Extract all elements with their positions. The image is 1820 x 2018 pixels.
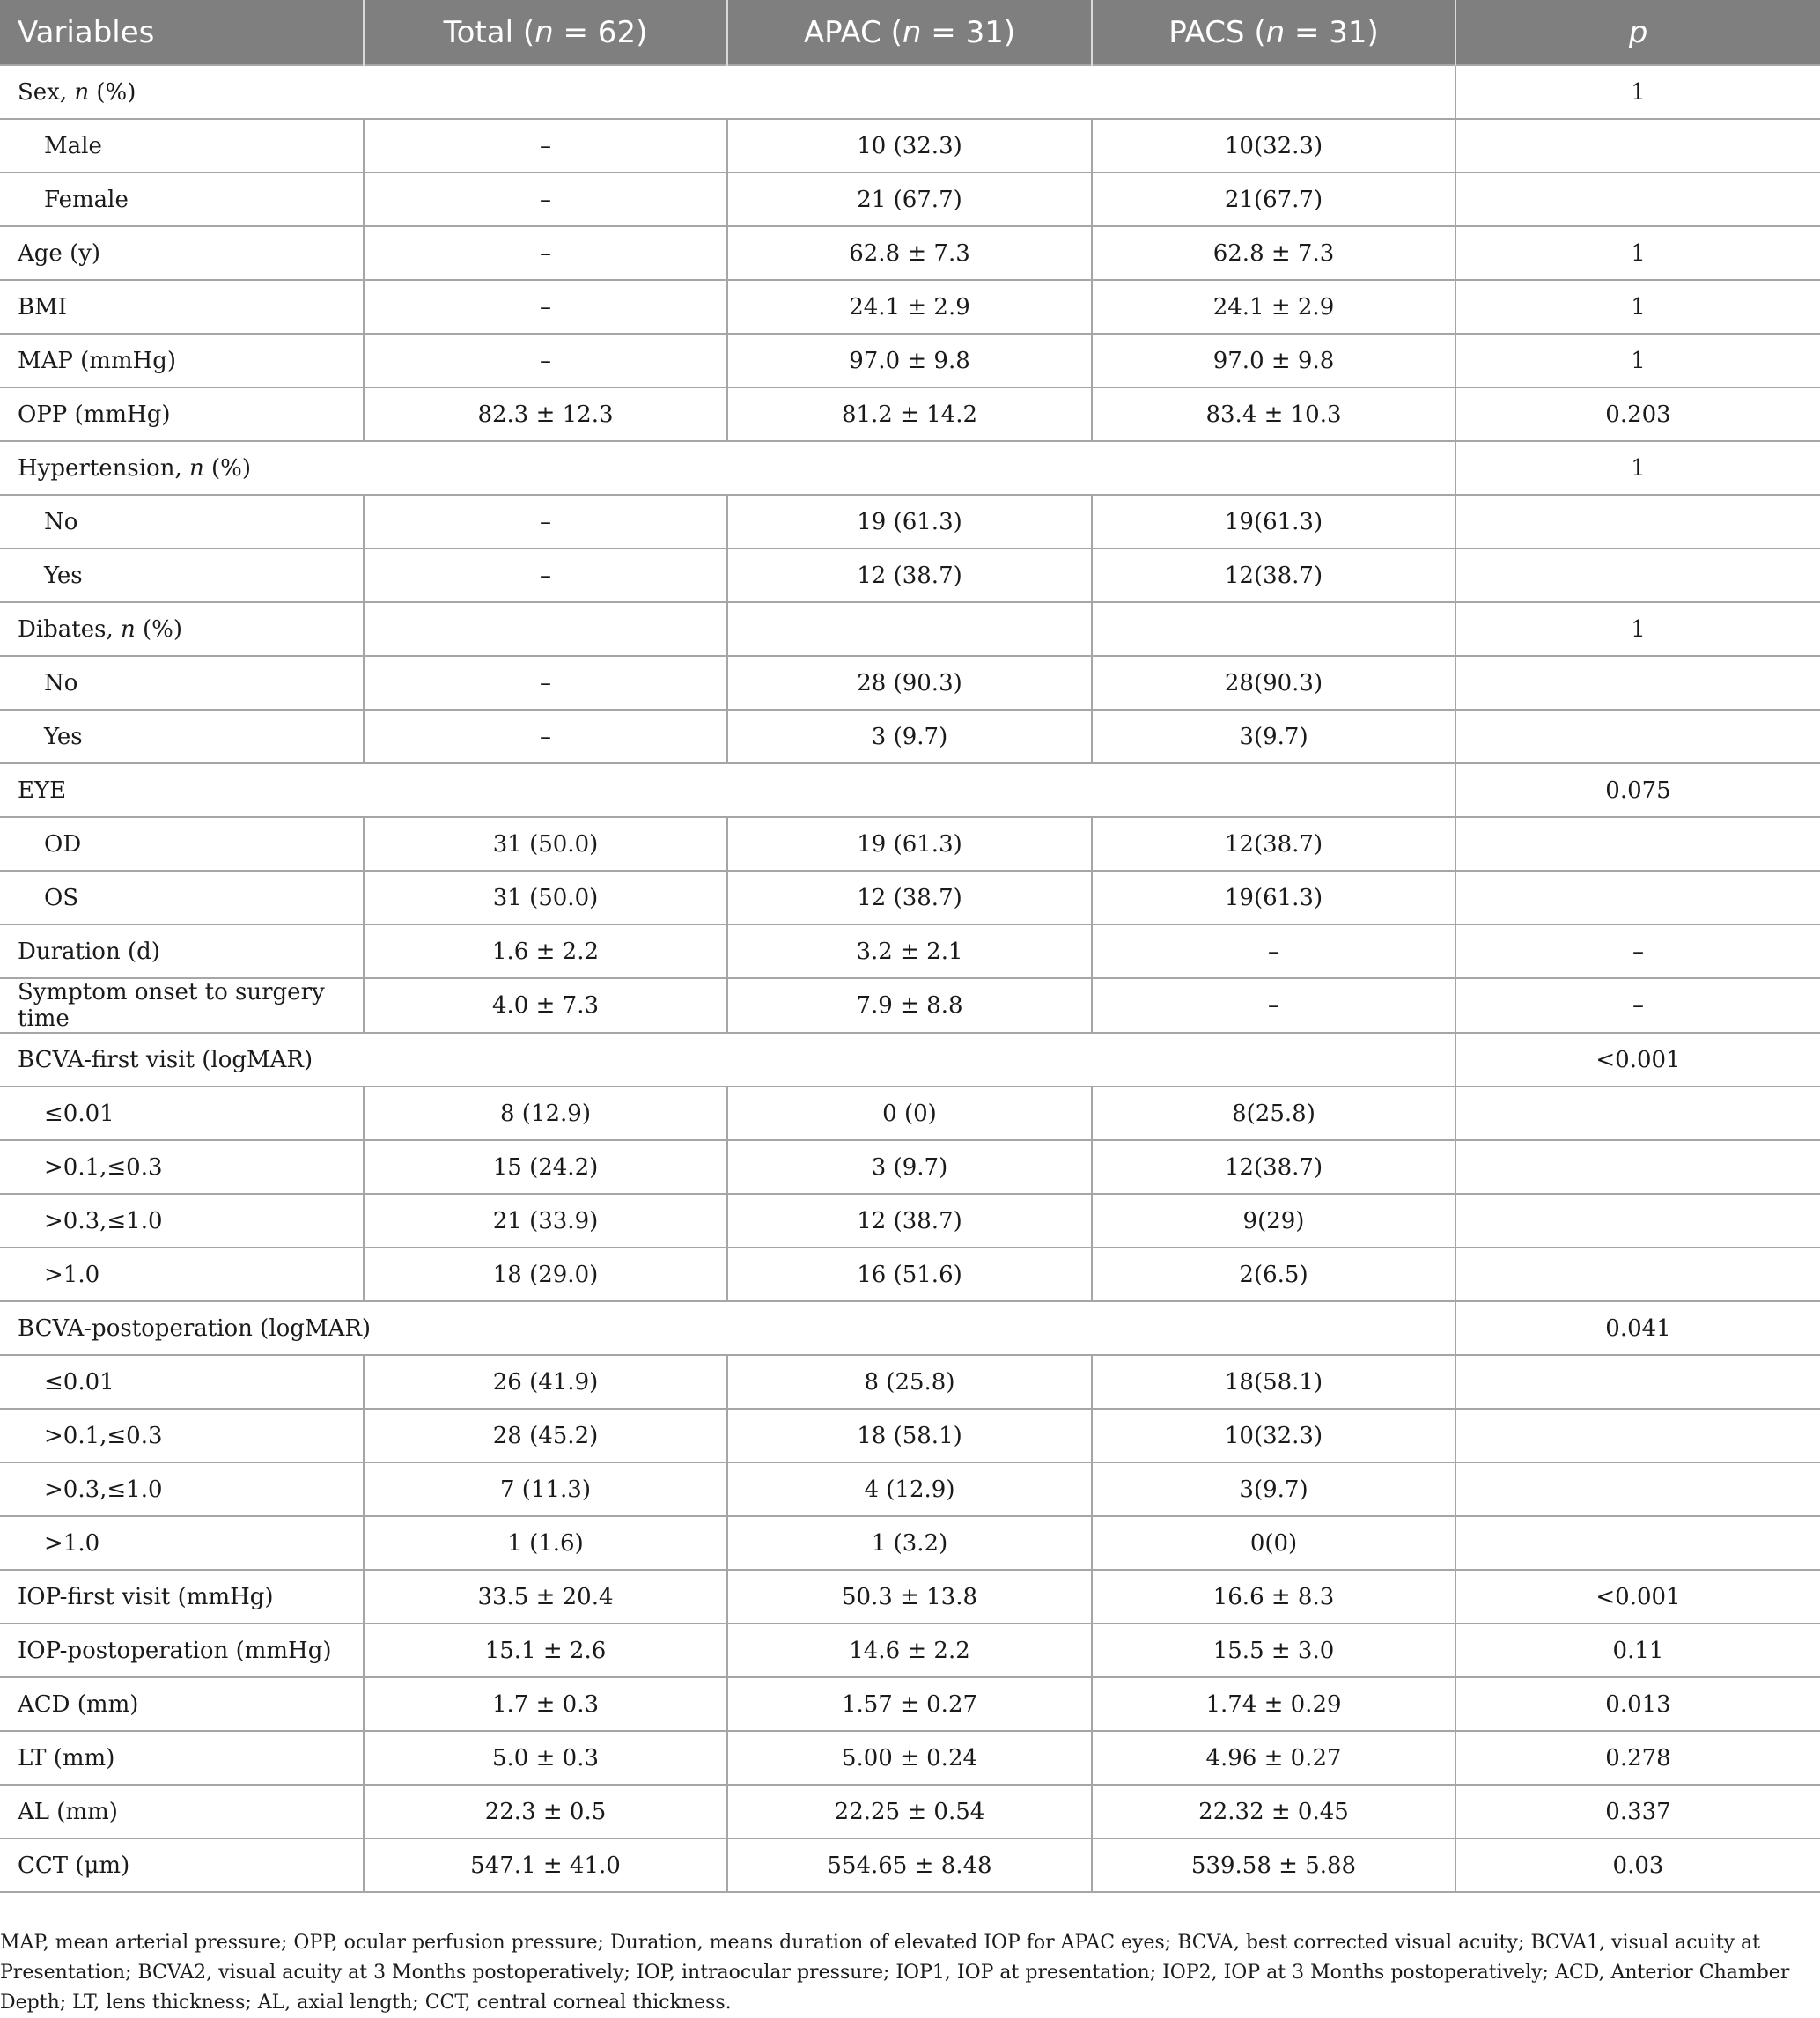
cell-total: – — [364, 226, 727, 280]
cell-label: Male — [0, 119, 364, 173]
cell-pacs: 539.58 ± 5.88 — [1092, 1838, 1455, 1892]
row-cct — [0, 1838, 1820, 1892]
cell-p: 1 — [1455, 441, 1820, 495]
cell-total: 22.3 ± 0.5 — [364, 1785, 727, 1838]
cell-total: 5.0 ± 0.3 — [364, 1731, 727, 1785]
row-duration — [0, 924, 1820, 978]
cell-pacs: 9(29) — [1092, 1194, 1455, 1248]
cell-apac: 24.1 ± 2.9 — [727, 280, 1092, 334]
cell-p: 0.11 — [1455, 1624, 1820, 1677]
cell-total: – — [364, 173, 727, 226]
cell-label: ≤0.01 — [0, 1355, 364, 1409]
cell-p: 0.03 — [1455, 1838, 1820, 1892]
cell-pacs: 4.96 ± 0.27 — [1092, 1731, 1455, 1785]
cell-total: – — [364, 119, 727, 173]
cell-p — [1455, 1086, 1820, 1140]
label-part: (%) — [135, 615, 183, 643]
cell-apac: 19 (61.3) — [727, 817, 1092, 871]
row-bcva-first — [0, 1033, 1820, 1086]
cell-total: 33.5 ± 20.4 — [364, 1570, 727, 1624]
cell-apac: 50.3 ± 13.8 — [727, 1570, 1092, 1624]
cell-pacs: 10(32.3) — [1092, 1409, 1455, 1462]
cell-p — [1455, 1248, 1820, 1301]
cell-p: 1 — [1455, 226, 1820, 280]
cell-label: No — [0, 495, 364, 549]
header-apac-suffix: = 31) — [921, 14, 1016, 50]
cell-pacs: 19(61.3) — [1092, 495, 1455, 549]
header-p-label: p — [1628, 14, 1648, 50]
label-n: n — [189, 454, 204, 482]
cell-p — [1455, 549, 1820, 602]
cell-total: – — [364, 710, 727, 763]
cell-label: >0.3,≤1.0 — [0, 1194, 364, 1248]
cell-label — [0, 65, 1455, 119]
label-part: Hypertension, — [18, 454, 189, 482]
cell-label: Symptom onset to surgery time — [0, 978, 364, 1033]
cell-total: 28 (45.2) — [364, 1409, 727, 1462]
cell-pacs: 21(67.7) — [1092, 173, 1455, 226]
cell-apac: 14.6 ± 2.2 — [727, 1624, 1092, 1677]
cell-label: Duration (d) — [0, 924, 364, 978]
row-os — [0, 871, 1820, 924]
row-bmi — [0, 280, 1820, 334]
row-iop-post — [0, 1624, 1820, 1677]
row-age — [0, 226, 1820, 280]
cell-apac: 0 (0) — [727, 1086, 1092, 1140]
cell-p — [1455, 1140, 1820, 1194]
label-part: (%) — [203, 454, 252, 482]
header-apac — [727, 0, 1092, 65]
cell-label: >0.1,≤0.3 — [0, 1140, 364, 1194]
row-hypertension — [0, 441, 1820, 495]
cell-pacs: 15.5 ± 3.0 — [1092, 1624, 1455, 1677]
cell-pacs: 16.6 ± 8.3 — [1092, 1570, 1455, 1624]
cell-total: 31 (50.0) — [364, 817, 727, 871]
row-bcva-post — [0, 1301, 1820, 1355]
cell-apac: 5.00 ± 0.24 — [727, 1731, 1092, 1785]
cell-apac: 22.25 ± 0.54 — [727, 1785, 1092, 1838]
cell-total: 26 (41.9) — [364, 1355, 727, 1409]
cell-label — [0, 602, 364, 656]
cell-apac: 19 (61.3) — [727, 495, 1092, 549]
cell-total: 1.7 ± 0.3 — [364, 1677, 727, 1731]
cell-p: 1 — [1455, 334, 1820, 387]
cell-total: 18 (29.0) — [364, 1248, 727, 1301]
cell-apac: 1 (3.2) — [727, 1516, 1092, 1570]
label-part: Sex, — [18, 78, 75, 106]
cell-label: >1.0 — [0, 1516, 364, 1570]
header-pacs — [1092, 0, 1455, 65]
row-iop-first — [0, 1570, 1820, 1624]
cell-total: – — [364, 549, 727, 602]
cell-label: ≤0.01 — [0, 1086, 364, 1140]
cell-total: 15.1 ± 2.6 — [364, 1624, 727, 1677]
cell-total: 1.6 ± 2.2 — [364, 924, 727, 978]
cell-label: BCVA-postoperation (logMAR) — [0, 1301, 1455, 1355]
cell-pacs: 8(25.8) — [1092, 1086, 1455, 1140]
cell-p — [1455, 1516, 1820, 1570]
cell-label: MAP (mmHg) — [0, 334, 364, 387]
row-lt — [0, 1731, 1820, 1785]
cell-label: AL (mm) — [0, 1785, 364, 1838]
row-onset — [0, 978, 1820, 1033]
cell-pacs: 22.32 ± 0.45 — [1092, 1785, 1455, 1838]
cell-total: – — [364, 495, 727, 549]
header-pacs-suffix: = 31) — [1285, 14, 1379, 50]
row-bcva-post-1 — [0, 1355, 1820, 1409]
row-bcva-post-2 — [0, 1409, 1820, 1462]
row-hypertension-yes — [0, 549, 1820, 602]
cell-pacs: 83.4 ± 10.3 — [1092, 387, 1455, 441]
cell-apac: 3 (9.7) — [727, 1140, 1092, 1194]
cell-total: 21 (33.9) — [364, 1194, 727, 1248]
cell-label: >1.0 — [0, 1248, 364, 1301]
cell-apac: 28 (90.3) — [727, 656, 1092, 710]
cell-apac: 12 (38.7) — [727, 1194, 1092, 1248]
cell-pacs: 18(58.1) — [1092, 1355, 1455, 1409]
cell-p — [1455, 495, 1820, 549]
cell-apac: 1.57 ± 0.27 — [727, 1677, 1092, 1731]
cell-p: 1 — [1455, 602, 1820, 656]
cell-total: 547.1 ± 41.0 — [364, 1838, 727, 1892]
cell-total: 1 (1.6) — [364, 1516, 727, 1570]
cell-apac: 8 (25.8) — [727, 1355, 1092, 1409]
row-eye — [0, 763, 1820, 817]
cell-label: OPP (mmHg) — [0, 387, 364, 441]
cell-label: Age (y) — [0, 226, 364, 280]
row-bcva-post-4 — [0, 1516, 1820, 1570]
cell-label: CCT (μm) — [0, 1838, 364, 1892]
cell-total: 7 (11.3) — [364, 1462, 727, 1516]
cell-pacs: 12(38.7) — [1092, 549, 1455, 602]
cell-apac: 3 (9.7) — [727, 710, 1092, 763]
cell-p — [1455, 1194, 1820, 1248]
row-bcva-first-4 — [0, 1248, 1820, 1301]
row-al — [0, 1785, 1820, 1838]
cell-total: 31 (50.0) — [364, 871, 727, 924]
cell-label: No — [0, 656, 364, 710]
row-bcva-first-3 — [0, 1194, 1820, 1248]
cell-p — [1455, 817, 1820, 871]
cell-apac: 16 (51.6) — [727, 1248, 1092, 1301]
cell-apac: 10 (32.3) — [727, 119, 1092, 173]
header-total-n: n — [534, 14, 554, 50]
cell-total: 15 (24.2) — [364, 1140, 727, 1194]
row-map — [0, 334, 1820, 387]
row-acd — [0, 1677, 1820, 1731]
row-male — [0, 119, 1820, 173]
cell-label: Yes — [0, 710, 364, 763]
cell-p — [1455, 119, 1820, 173]
cell-label: BCVA-first visit (logMAR) — [0, 1033, 1455, 1086]
cell-p — [1455, 1462, 1820, 1516]
cell-label: IOP-first visit (mmHg) — [0, 1570, 364, 1624]
cell-apac: 554.65 ± 8.48 — [727, 1838, 1092, 1892]
cell-apac: 12 (38.7) — [727, 871, 1092, 924]
header-total — [364, 0, 727, 65]
cell-label: ACD (mm) — [0, 1677, 364, 1731]
cell-pacs: 2(6.5) — [1092, 1248, 1455, 1301]
cell-pacs: 97.0 ± 9.8 — [1092, 334, 1455, 387]
cell-p: – — [1455, 978, 1820, 1033]
cell-p: – — [1455, 924, 1820, 978]
table-footnote: MAP, mean arterial pressure; OPP, ocular perfusion pressure; Duration, means duration of elevated IOP for APAC eyes; BCVA, best corrected visual acuity; BCVA1, visual acuity at Presentation; BCVA2, visual acuity at 3 Months postoperatively; IOP, intraocular pressure; IOP1, IOP at presentation; IOP2, IOP at 3 Months postoperatively; ACD, Anterior Chamber Depth; LT, lens thickness; AL, axial length; CCT, central corneal thickness. — [0, 1932, 1790, 2014]
cell-pacs: 0(0) — [1092, 1516, 1455, 1570]
header-apac-n: n — [902, 14, 922, 50]
cell-label: >0.3,≤1.0 — [0, 1462, 364, 1516]
cell-apac: 4 (12.9) — [727, 1462, 1092, 1516]
cell-p — [1455, 173, 1820, 226]
header-total-suffix: = 62) — [553, 14, 648, 50]
cell-pacs: – — [1092, 924, 1455, 978]
cell-total: 4.0 ± 7.3 — [364, 978, 727, 1033]
cell-p — [1455, 710, 1820, 763]
cell-label: Yes — [0, 549, 364, 602]
cell-total: – — [364, 334, 727, 387]
cell-p: 0.041 — [1455, 1301, 1820, 1355]
table-header-row — [0, 0, 1820, 65]
cell-pacs: 12(38.7) — [1092, 1140, 1455, 1194]
row-bcva-first-2 — [0, 1140, 1820, 1194]
cell-total: – — [364, 656, 727, 710]
cell-p: 0.278 — [1455, 1731, 1820, 1785]
cell-pacs: 62.8 ± 7.3 — [1092, 226, 1455, 280]
cell-apac: 21 (67.7) — [727, 173, 1092, 226]
cell-pacs: 1.74 ± 0.29 — [1092, 1677, 1455, 1731]
cell-apac: 3.2 ± 2.1 — [727, 924, 1092, 978]
cell-apac: 81.2 ± 14.2 — [727, 387, 1092, 441]
row-dibates — [0, 602, 1820, 656]
label-part: Dibates, — [18, 615, 122, 643]
cell-pacs: – — [1092, 978, 1455, 1033]
label-n: n — [74, 78, 90, 106]
row-hypertension-no — [0, 495, 1820, 549]
row-opp — [0, 387, 1820, 441]
cell-total: 8 (12.9) — [364, 1086, 727, 1140]
row-bcva-first-1 — [0, 1086, 1820, 1140]
cell-total: 82.3 ± 12.3 — [364, 387, 727, 441]
row-bcva-post-3 — [0, 1462, 1820, 1516]
cell-p: 1 — [1455, 65, 1820, 119]
cell-p: 0.013 — [1455, 1677, 1820, 1731]
cell-label: IOP-postoperation (mmHg) — [0, 1624, 364, 1677]
cell-p: <0.001 — [1455, 1570, 1820, 1624]
header-p — [1455, 0, 1820, 65]
cell-apac: 97.0 ± 9.8 — [727, 334, 1092, 387]
cell-p: <0.001 — [1455, 1033, 1820, 1086]
cell-label: LT (mm) — [0, 1731, 364, 1785]
cell-label: EYE — [0, 763, 1455, 817]
cell-total: – — [364, 280, 727, 334]
cell-label: >0.1,≤0.3 — [0, 1409, 364, 1462]
cell-p: 1 — [1455, 280, 1820, 334]
cell-pacs: 19(61.3) — [1092, 871, 1455, 924]
row-od — [0, 817, 1820, 871]
cell-p — [1455, 656, 1820, 710]
cell-pacs: 3(9.7) — [1092, 710, 1455, 763]
cell-pacs — [1092, 602, 1455, 656]
cell-pacs: 28(90.3) — [1092, 656, 1455, 710]
cell-p — [1455, 1409, 1820, 1462]
row-dibates-yes — [0, 710, 1820, 763]
row-dibates-no — [0, 656, 1820, 710]
cell-apac — [727, 602, 1092, 656]
header-total-prefix: Total ( — [443, 14, 535, 50]
cell-p — [1455, 871, 1820, 924]
cell-apac: 7.9 ± 8.8 — [727, 978, 1092, 1033]
cell-pacs: 3(9.7) — [1092, 1462, 1455, 1516]
cell-apac: 62.8 ± 7.3 — [727, 226, 1092, 280]
row-sex — [0, 65, 1820, 119]
header-pacs-n: n — [1265, 14, 1286, 50]
label-n: n — [121, 615, 136, 643]
cell-pacs: 12(38.7) — [1092, 817, 1455, 871]
row-female — [0, 173, 1820, 226]
cell-apac: 12 (38.7) — [727, 549, 1092, 602]
header-apac-prefix: APAC ( — [803, 14, 903, 50]
cell-label: Female — [0, 173, 364, 226]
cell-pacs: 24.1 ± 2.9 — [1092, 280, 1455, 334]
label-part: (%) — [89, 78, 136, 106]
cell-label: OS — [0, 871, 364, 924]
header-pacs-prefix: PACS ( — [1168, 14, 1266, 50]
cell-p: 0.337 — [1455, 1785, 1820, 1838]
cell-total — [364, 602, 727, 656]
header-variables: Variables — [0, 0, 364, 65]
cell-p: 0.075 — [1455, 763, 1820, 817]
cell-p: 0.203 — [1455, 387, 1820, 441]
cell-pacs: 10(32.3) — [1092, 119, 1455, 173]
cell-label: BMI — [0, 280, 364, 334]
cell-label: OD — [0, 817, 364, 871]
cell-apac: 18 (58.1) — [727, 1409, 1092, 1462]
cell-p — [1455, 1355, 1820, 1409]
cell-label — [0, 441, 1455, 495]
